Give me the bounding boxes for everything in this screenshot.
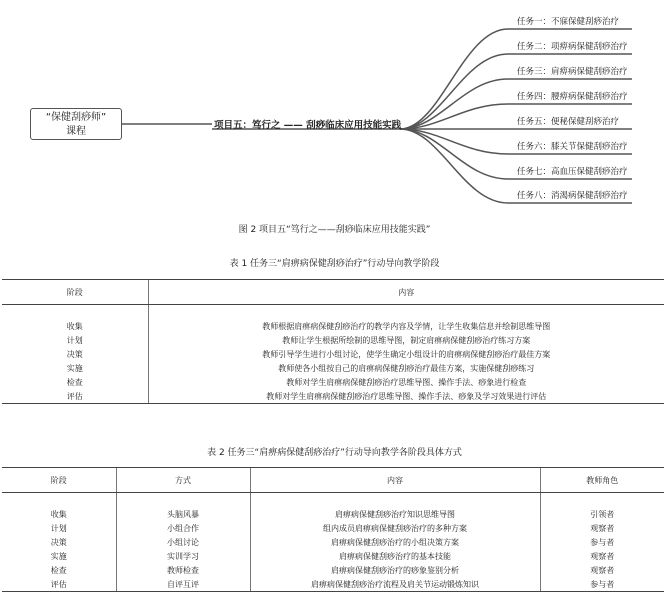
table-cell: 观察者 <box>540 549 664 563</box>
table2 <box>2 467 664 592</box>
task-node-8: 任务八：消渴病保健刮痧治疗 <box>517 191 628 201</box>
table-cell: 实施 <box>66 363 83 373</box>
table-cell: 教师根据肩痹病保健刮痧治疗的教学内容及学情，让学生收集信息并绘制思维导图 <box>148 319 664 333</box>
table1-header-row <box>2 280 664 305</box>
branch-connector-1 <box>400 29 508 129</box>
table1-header-content: 内容 <box>148 280 664 305</box>
table-cell: 检查 <box>50 565 67 575</box>
root-line-2: 课程 <box>66 126 86 137</box>
table-cell: 检查 <box>66 377 83 387</box>
task-node-6: 任务六：膝关节保健刮痧治疗 <box>517 142 628 152</box>
table-cell: 实训学习 <box>116 549 250 563</box>
table-cell: 参与者 <box>540 577 664 592</box>
branch-connector-3 <box>400 79 508 129</box>
table-row <box>2 549 664 563</box>
task-node-1: 任务一：不寐保健刮痧治疗 <box>517 17 620 27</box>
table-cell: 计划 <box>66 335 83 345</box>
table-row <box>2 535 664 549</box>
table-cell: 收集 <box>66 321 83 331</box>
table-cell: 观察者 <box>540 563 664 577</box>
table-row <box>2 507 664 521</box>
table-row <box>2 521 664 535</box>
figure-caption: 图 2 项目五“笃行之——刮痧临床应用技能实践” <box>238 225 431 235</box>
table-cell: 评估 <box>2 577 116 592</box>
table2-header-content: 内容 <box>250 468 540 493</box>
table2-header-method: 方式 <box>116 468 250 493</box>
table-row <box>2 389 664 404</box>
table-row <box>2 563 664 577</box>
task-node-7: 任务七：高血压保健刮痧治疗 <box>517 167 628 177</box>
table-row <box>2 319 664 333</box>
table1-header-stage: 阶段 <box>2 280 148 305</box>
branch-connector-2 <box>400 54 508 129</box>
task-node-5: 任务五：便秘保健刮痧治疗 <box>517 117 620 127</box>
table-cell: 肩痹病保健刮痧治疗的基本技能 <box>250 549 540 563</box>
table-row <box>2 361 664 375</box>
table-cell: 自评互评 <box>116 577 250 592</box>
table-cell: 肩痹病保健刮痧治疗流程及肩关节运动锻炼知识 <box>250 577 540 592</box>
table-cell: 组内成员肩痹病保健刮痧治疗的多种方案 <box>250 521 540 535</box>
table-cell: 决策 <box>66 349 83 359</box>
table-cell: 肩痹病保健刮痧治疗知识思维导图 <box>250 507 540 521</box>
table-cell: 观察者 <box>540 521 664 535</box>
table-cell: 实施 <box>50 551 67 561</box>
table-cell: 头脑风暴 <box>116 507 250 521</box>
table-cell: 参与者 <box>540 535 664 549</box>
table-cell: 引领者 <box>540 507 664 521</box>
task-node-2: 任务二：项痹病保健刮痧治疗 <box>517 42 628 52</box>
table-cell: 评估 <box>2 389 148 404</box>
table2-header-row <box>2 468 664 493</box>
table-cell: 教师检查 <box>116 563 250 577</box>
table-cell: 肩痹病保健刮痧治疗的小组决策方案 <box>250 535 540 549</box>
table-cell: 收集 <box>50 509 67 519</box>
table-cell: 教师使各小组按自己的肩痹病保健刮痧治疗最佳方案，实施保健刮痧练习 <box>148 361 664 375</box>
task-node-4: 任务四：腰痹病保健刮痧治疗 <box>517 92 628 102</box>
branch-connector-8 <box>400 129 508 203</box>
table-cell: 教师引导学生进行小组讨论，使学生确定小组设计的肩痹病保健刮痧治疗最佳方案 <box>148 347 664 361</box>
table-cell: 决策 <box>50 537 67 547</box>
root-node <box>30 108 122 140</box>
table-row <box>2 375 664 389</box>
task-node-3: 任务三：肩痹病保健刮痧治疗 <box>517 67 628 77</box>
table2-header-role: 教师角色 <box>540 468 664 493</box>
table-cell: 肩痹病保健刮痧治疗的痧象鉴别分析 <box>250 563 540 577</box>
table2-caption: 表 2 任务三“肩痹病保健刮痧治疗”行动导向教学各阶段具体方式 <box>207 448 462 458</box>
root-line-1: “保健刮痧师” <box>45 112 107 123</box>
table-cell: 教师让学生根据所绘制的思维导图，制定肩痹病保健刮痧治疗练习方案 <box>148 333 664 347</box>
table1 <box>2 279 664 404</box>
branch-connector-7 <box>400 129 508 179</box>
project-node: 项目五：笃行之 —— 刮痧临床应用技能实践 <box>214 120 402 131</box>
table-cell: 教师对学生肩痹病保健刮痧治疗思维导图、操作手法、痧象进行检查 <box>148 375 664 389</box>
table1-caption: 表 1 任务三“肩痹病保健刮痧治疗”行动导向教学阶段 <box>229 259 440 269</box>
table-row <box>2 577 664 592</box>
table-cell: 小组讨论 <box>116 535 250 549</box>
table-cell: 计划 <box>50 523 67 533</box>
table-row <box>2 333 664 347</box>
table-cell: 小组合作 <box>116 521 250 535</box>
table-cell: 教师对学生肩痹病保健刮痧治疗思维导图、操作手法、痧象及学习效果进行评估 <box>148 389 664 404</box>
table2-header-stage: 阶段 <box>2 468 116 493</box>
table-row <box>2 347 664 361</box>
